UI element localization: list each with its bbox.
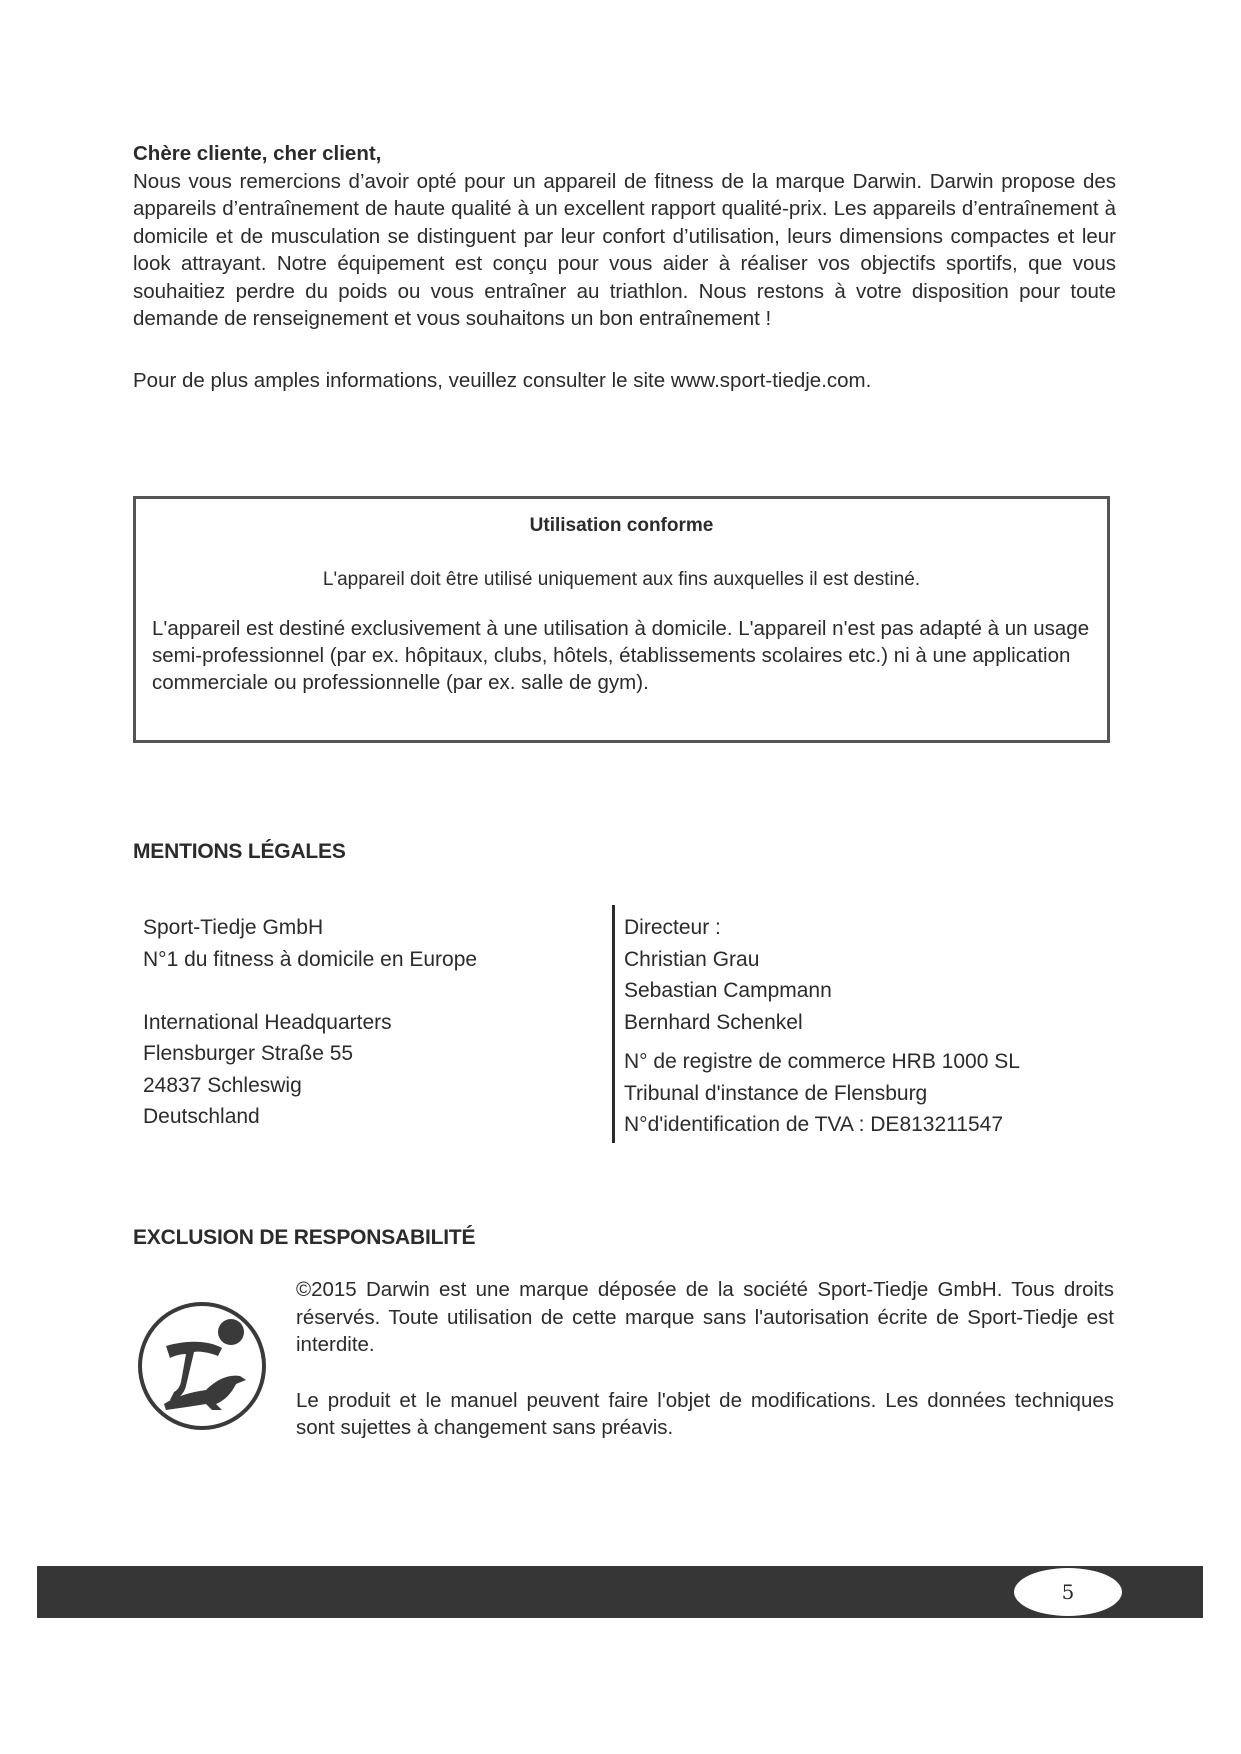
company-tagline: N°1 du fitness à domicile en Europe	[143, 947, 478, 971]
address-street: Flensburger Straße 55	[143, 1042, 354, 1065]
more-info-line: Pour de plus amples informations, veuillez consulter le site www.sport-tiedje.com.	[133, 368, 872, 392]
trademark-notice: ©2015 Darwin est une marque déposée de la société Sport-Tiedje GmbH. Tous droits réservés. Toute utilisation de cette marque sans l'autorisation écrite de Sport-Tiedje est interdite.	[296, 1278, 1114, 1356]
disclaimer-text	[296, 1276, 1114, 1442]
company-name: Sport-Tiedje GmbH	[143, 916, 324, 939]
director-label: Directeur :	[624, 916, 721, 939]
greeting: Chère cliente, cher client,	[133, 142, 382, 165]
director-name: Bernhard Schenkel	[624, 1010, 803, 1034]
commerce-register: N° de registre de commerce HRB 1000 SL	[624, 1050, 1020, 1073]
intro-paragraph: Nous vous remercions d’avoir opté pour un appareil de fitness de la marque Darwin. Darwin propose des appareils d’entraînement de haute qualité à un excellent rapport qualité-prix. Les appareils d’entraînement à domicile et de musculation se distinguent par leur confort d’utilisation, leurs dimensions compactes et leur look attrayant. Notre équipement est conçu pour vous aider à réaliser vos objectifs sportifs, que vous souhaitiez perdre du poids ou vous entraîner au triathlon. Nous restons à votre disposition pour toute demande de renseignement et vous souhaitons un bon entraînement !	[133, 169, 1116, 330]
headquarters-label: International Headquarters	[143, 1010, 392, 1034]
intro-section	[133, 140, 1116, 394]
address-country: Deutschland	[143, 1105, 260, 1128]
court-of-registration: Tribunal d'instance de Flensburg	[624, 1081, 928, 1105]
intended-use-box	[133, 496, 1110, 743]
disclaimer-heading: EXCLUSION DE RESPONSABILITÉ	[133, 1226, 476, 1249]
page-number	[1012, 1566, 1124, 1618]
page-number-label: 5	[1061, 1580, 1075, 1604]
intended-use-subtitle: L'appareil doit être utilisé uniquement aux fins auxquelles il est destiné.	[322, 569, 921, 590]
director-name: Sebastian Campmann	[624, 979, 832, 1002]
legal-heading: MENTIONS LÉGALES	[133, 840, 346, 863]
sport-tiedje-logo-icon	[136, 1300, 268, 1432]
legal-address-block	[143, 912, 477, 1133]
legal-divider	[612, 905, 615, 1143]
address-city: 24837 Schleswig	[143, 1073, 302, 1097]
intended-use-title: Utilisation conforme	[529, 515, 714, 536]
intended-use-body: L'appareil est destiné exclusivement à une utilisation à domicile. L'appareil n'est pas adapté à un usage semi-professionnel (par ex. hôpitaux, clubs, hôtels, établissements scolaires etc.) ni à une application commerciale ou professionnelle (par ex. salle de gym).	[152, 617, 1090, 694]
change-notice: Le produit et le manuel peuvent faire l'objet de modifications. Les données techniques sont sujettes à changement sans préavis.	[296, 1388, 1114, 1439]
director-name: Christian Grau	[624, 947, 760, 971]
legal-registration-block	[624, 912, 1020, 1141]
vat-id: N°d'identification de TVA : DE813211547	[624, 1113, 1003, 1136]
